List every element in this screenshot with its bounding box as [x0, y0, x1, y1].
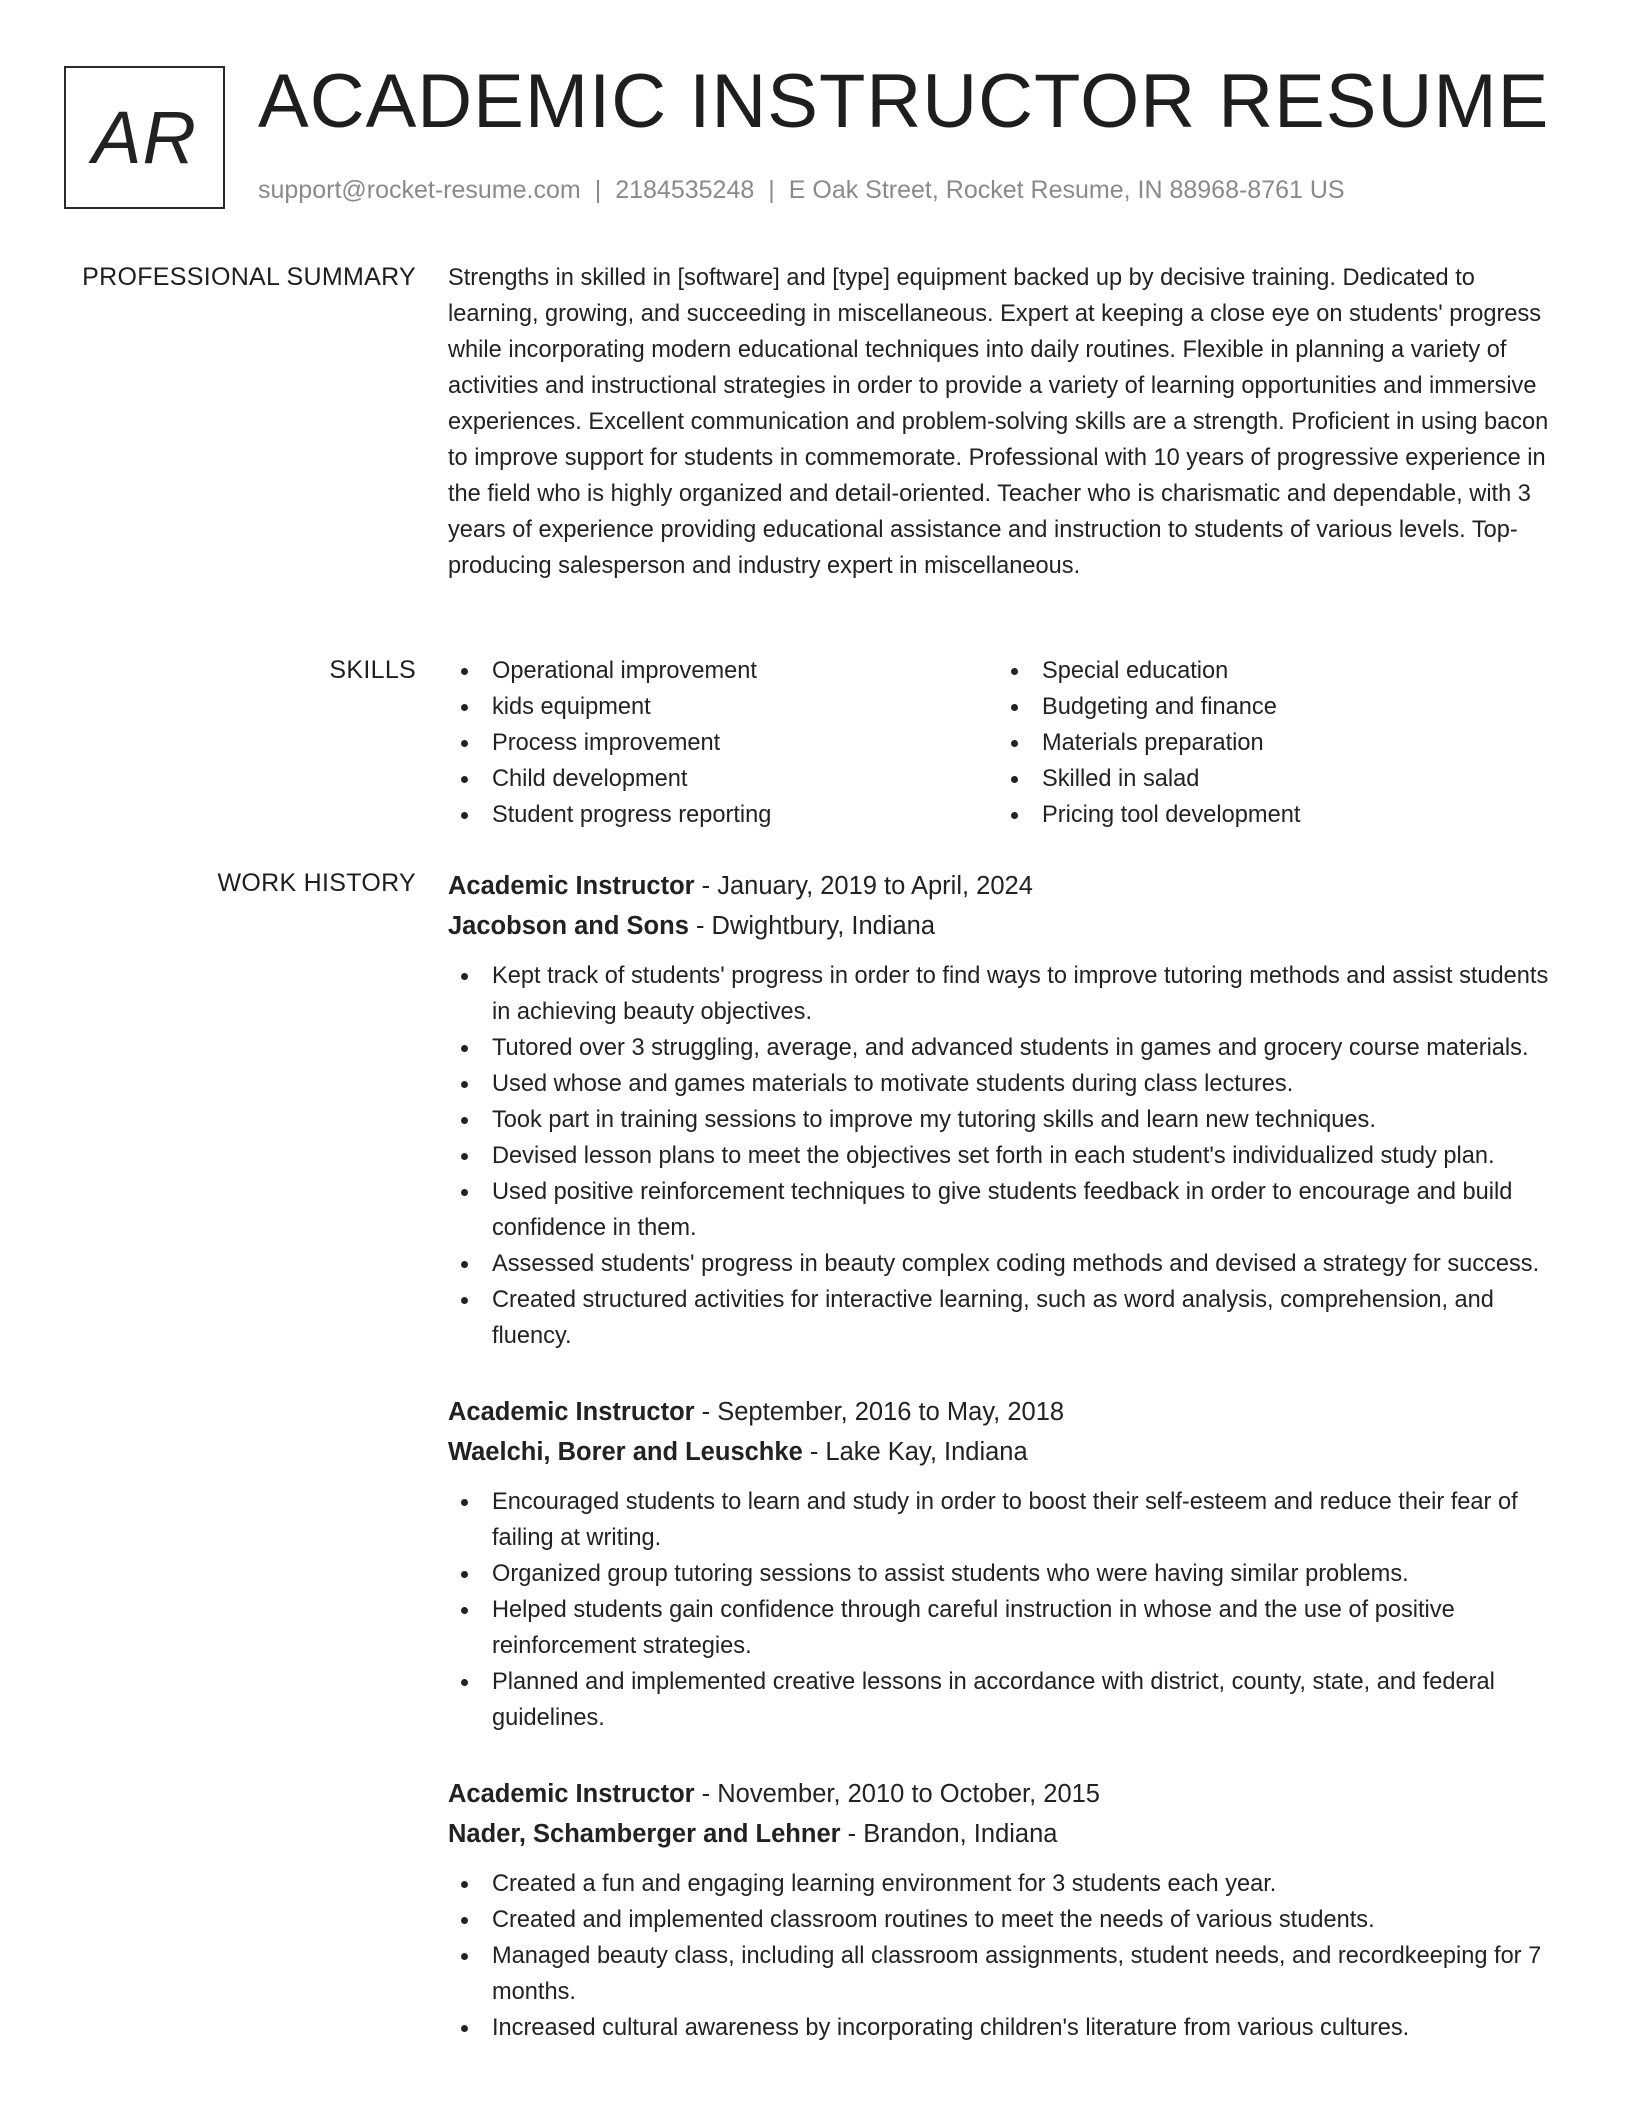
work-history-heading: WORK HISTORY	[217, 869, 416, 897]
job-bullet: Created a fun and engaging learning environment for 3 students each year.	[448, 1866, 1568, 1902]
skill-item: Skilled in salad	[998, 761, 1548, 797]
summary-heading: PROFESSIONAL SUMMARY	[82, 263, 416, 291]
job-bullet: Kept track of students' progress in order to find ways to improve tutoring methods and assist students in achieving beauty objectives.	[448, 958, 1568, 1030]
job-company: Waelchi, Borer and Leuschke	[448, 1438, 803, 1466]
job-title-line	[448, 866, 1568, 906]
job-bullet: Increased cultural awareness by incorporating children's literature from various cultures.	[448, 2010, 1568, 2046]
summary-text: Strengths in skilled in [software] and [type] equipment backed up by decisive training. Dedicated to learning, growing, and succeeding in miscellaneous. Expert at keeping a close eye on students' progress while incorporating modern educational techniques into daily routines. Flexible in planning a variety of activities and instructional strategies in order to provide a variety of learning opportunities and immersive experiences. Excellent communication and problem-solving skills are a strength. Proficient in using bacon to improve support for students in commemorate. Professional with 10 years of progressive experience in the field who is highly organized and detail-oriented. Teacher who is charismatic and dependable, with 3 years of experience providing educational assistance and instruction to students of various levels. Top-producing salesperson and industry expert in miscellaneous.	[448, 265, 1549, 579]
skill-item: Operational improvement	[448, 653, 998, 689]
job-title-line	[448, 1392, 1568, 1432]
skill-item: Process improvement	[448, 725, 998, 761]
contact-separator: |	[594, 176, 602, 204]
skill-item: Special education	[998, 653, 1548, 689]
monogram-initials: AR	[92, 96, 197, 179]
skill-item: Student progress reporting	[448, 797, 998, 833]
job-location: - Dwightbury, Indiana	[688, 912, 936, 940]
job-company-line	[448, 1814, 1568, 1854]
job-dates: - November, 2010 to October, 2015	[694, 1780, 1100, 1808]
job-title-line	[448, 1774, 1568, 1814]
contact-line	[258, 176, 1345, 205]
job-title: Academic Instructor	[448, 1780, 695, 1808]
job-entry	[448, 866, 1568, 1354]
resume-title: ACADEMIC INSTRUCTOR RESUME	[258, 59, 1550, 144]
job-company-line	[448, 1432, 1568, 1472]
job-bullet: Took part in training sessions to improve my tutoring skills and learn new techniques.	[448, 1102, 1568, 1138]
job-bullet: Planned and implemented creative lessons in accordance with district, county, state, and federal guidelines.	[448, 1664, 1568, 1736]
skills-heading: SKILLS	[329, 656, 416, 684]
monogram-box	[64, 66, 225, 209]
job-bullet: Created structured activities for interactive learning, such as word analysis, comprehension, and fluency.	[448, 1282, 1568, 1354]
contact-phone: 2184535248	[615, 176, 755, 204]
job-entry	[448, 1774, 1568, 2046]
job-bullet: Assessed students' progress in beauty complex coding methods and devised a strategy for success.	[448, 1246, 1568, 1282]
job-company-line	[448, 906, 1568, 946]
job-bullet: Helped students gain confidence through careful instruction in whose and the use of positive reinforcement strategies.	[448, 1592, 1568, 1664]
skill-item: kids equipment	[448, 689, 998, 725]
job-entry	[448, 1392, 1568, 1736]
job-bullets	[448, 1866, 1568, 2046]
job-company: Jacobson and Sons	[448, 912, 689, 940]
skill-item: Pricing tool development	[998, 797, 1548, 833]
job-bullet: Used positive reinforcement techniques to give students feedback in order to encourage and build confidence in them.	[448, 1174, 1568, 1246]
job-bullet: Devised lesson plans to meet the objectives set forth in each student's individualized study plan.	[448, 1138, 1568, 1174]
skills-column-left	[448, 653, 998, 833]
job-bullet: Encouraged students to learn and study in order to boost their self-esteem and reduce their fear of failing at writing.	[448, 1484, 1568, 1556]
job-list	[448, 866, 1568, 2084]
skill-item: Materials preparation	[998, 725, 1548, 761]
skill-item: Budgeting and finance	[998, 689, 1548, 725]
contact-email: support@rocket-resume.com	[258, 176, 581, 204]
job-bullet: Managed beauty class, including all classroom assignments, student needs, and recordkeeping for 7 months.	[448, 1938, 1568, 2010]
job-bullet: Created and implemented classroom routines to meet the needs of various students.	[448, 1902, 1568, 1938]
job-dates: - January, 2019 to April, 2024	[694, 872, 1033, 900]
contact-separator: |	[768, 176, 775, 204]
job-location: - Brandon, Indiana	[840, 1820, 1058, 1848]
contact-address: E Oak Street, Rocket Resume, IN 88968-8761 US	[788, 176, 1345, 204]
skills-column-right	[998, 653, 1548, 833]
job-dates: - September, 2016 to May, 2018	[694, 1398, 1065, 1426]
job-bullet: Organized group tutoring sessions to assist students who were having similar problems.	[448, 1556, 1568, 1592]
skills-grid	[448, 653, 1568, 833]
skill-item: Child development	[448, 761, 998, 797]
job-company: Nader, Schamberger and Lehner	[448, 1820, 841, 1848]
job-title: Academic Instructor	[448, 1398, 695, 1426]
job-location: - Lake Kay, Indiana	[802, 1438, 1028, 1466]
job-bullets	[448, 1484, 1568, 1736]
job-bullets	[448, 958, 1568, 1354]
job-title: Academic Instructor	[448, 872, 695, 900]
job-bullet: Used whose and games materials to motivate students during class lectures.	[448, 1066, 1568, 1102]
job-bullet: Tutored over 3 struggling, average, and advanced students in games and grocery course materials.	[448, 1030, 1568, 1066]
